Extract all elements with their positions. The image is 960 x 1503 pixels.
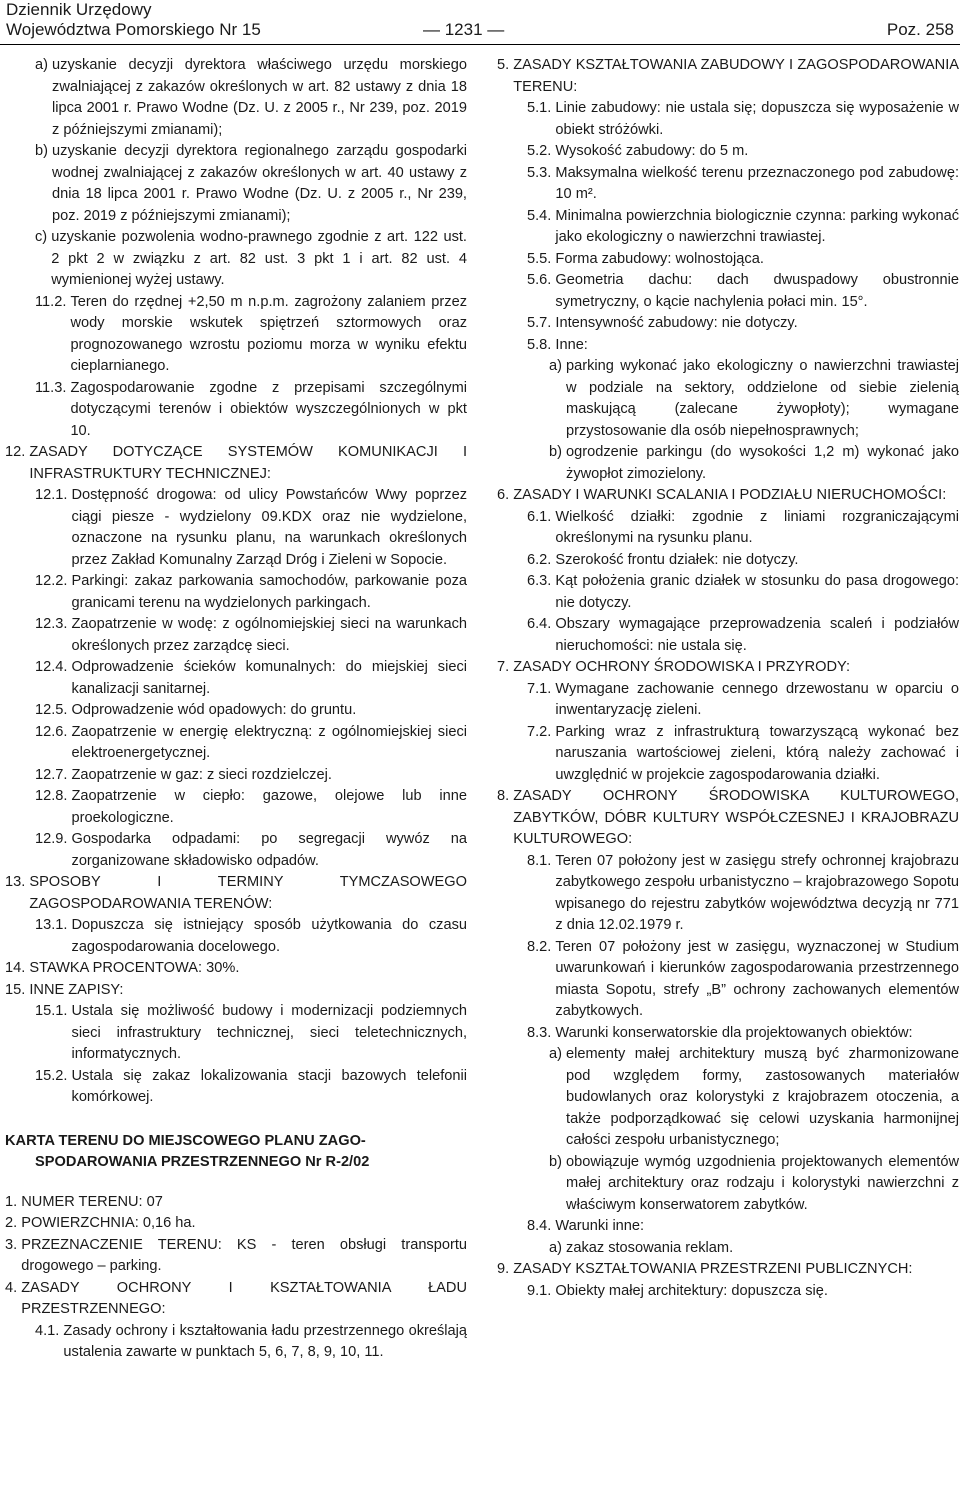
document-item: [5, 1001, 467, 1066]
journal-header: [6, 0, 261, 40]
item-number: 7.2.: [527, 723, 556, 740]
document-item: [5, 292, 467, 378]
item-number: 15.: [5, 981, 30, 998]
item-number: 12.6.: [35, 723, 72, 740]
item-text: Geometria dachu: dach dwuspadowy obustronnie symetryczny, o kącie nachylenia połaci min. 15°.: [555, 272, 959, 310]
item-number: 11.3.: [35, 379, 71, 396]
document-item: [5, 614, 467, 657]
item-number: 12.1.: [35, 487, 72, 503]
item-number: 12.8.: [35, 788, 72, 804]
document-item: [5, 1235, 467, 1278]
item-text: Parking wraz z infrastrukturą towarzyszącą wykonać bez naruszania wartościowej zieleni, którą należy zachować i uwzględnić w projekcie zagospodarowania działki.: [555, 723, 959, 783]
document-item: [5, 657, 467, 700]
position-number: Poz. 258: [886, 20, 954, 39]
item-number: 12.9.: [35, 831, 72, 847]
item-number: b): [35, 143, 53, 159]
item-number: 15.1.: [35, 1003, 72, 1019]
item-number: 3.: [5, 1236, 22, 1253]
item-number: a): [35, 57, 53, 73]
item-number: c): [35, 229, 52, 245]
item-number: 7.1.: [527, 680, 556, 697]
item-number: 8.2.: [527, 938, 556, 955]
item-number: 5.2.: [527, 143, 556, 159]
item-text: Zaopatrzenie w gaz: z sieci rozdzielczej.: [71, 766, 332, 783]
document-item: [497, 485, 959, 507]
document-item: [497, 335, 959, 357]
item-text: STAWKA PROCENTOWA: 30%.: [29, 960, 240, 976]
document-item: [497, 1259, 959, 1281]
document-item: [5, 722, 467, 765]
item-text: Odprowadzenie ścieków komunalnych: do miejskiej sieci kanalizacji sanitarnej.: [71, 659, 467, 697]
item-text: elementy małej architektury muszą być zharmonizowane pod względem formy, zastosowanych materiałów budowlanych oraz kolorystyki z krajobrazem otoczenia, a także podporządkować się celowi uzyskania harmonijnej całości zespołu urbanistycznego;: [566, 1046, 959, 1148]
item-number: 4.: [5, 1279, 22, 1296]
item-number: 12.: [5, 444, 30, 460]
item-text: SPOSOBY I TERMINY TYMCZASOWEGO ZAGOSPODAROWANIA TERENÓW:: [29, 874, 467, 912]
item-text: Intensywność zabudowy: nie dotyczy.: [555, 315, 798, 331]
card-title-line2: SPODAROWANIA PRZESTRZENNEGO Nr R-2/02: [35, 1154, 370, 1170]
document-item: [497, 614, 959, 657]
item-text: Zagospodarowanie zgodne z przepisami szczególnymi dotyczącymi terenów i obiektów wyszczególnionych w pkt 10.: [70, 379, 467, 439]
item-number: 12.5.: [35, 702, 72, 718]
item-number: 9.: [497, 1261, 514, 1277]
document-item: [497, 1152, 959, 1217]
document-item: [497, 722, 959, 787]
document-item: [5, 958, 467, 980]
item-text: NUMER TERENU: 07: [21, 1193, 163, 1210]
item-text: PRZEZNACZENIE TERENU: KS - teren obsługi transportu drogowego – parking.: [21, 1236, 467, 1274]
item-number: 4.1.: [35, 1322, 64, 1339]
document-item: [5, 1321, 467, 1364]
item-text: zakaz stosowania reklam.: [566, 1239, 734, 1256]
item-number: 12.2.: [35, 573, 72, 589]
document-item: [497, 1044, 959, 1152]
document-item: [497, 442, 959, 485]
document-item: [5, 786, 467, 829]
document-item: [497, 851, 959, 937]
item-text: Teren 07 położony jest w zasięgu, wyznaczonej w Studium uwarunkowań i kierunków zagospodarowania przestrzennego miasta Sopotu, strefy „B” ochrony zachowanych elementów zabytkowych.: [555, 938, 959, 1019]
document-item: [5, 141, 467, 227]
item-number: 8.3.: [527, 1024, 556, 1041]
item-text: Zaopatrzenie w ciepło: gazowe, olejowe lub inne proekologiczne.: [71, 788, 467, 826]
item-number: 5.3.: [527, 164, 556, 181]
item-number: 6.3.: [527, 573, 556, 589]
document-item: [5, 485, 467, 571]
document-item: [5, 571, 467, 614]
card-title-line1: KARTA TERENU DO MIEJSCOWEGO PLANU ZAGO-: [5, 1132, 366, 1149]
item-text: INNE ZAPISY:: [29, 981, 124, 998]
item-number: 12.7.: [35, 766, 72, 783]
item-text: Teren do rzędnej +2,50 m n.p.m. zagrożony zalaniem przez wody morskie wskutek spiętrzeń sztormowych oraz prognozowanego wzrostu poziomu morza w wyniku efektu cieplarnianego.: [70, 293, 467, 374]
document-item: [497, 270, 959, 313]
item-text: Gospodarka odpadami: po segregacji wywóz na zorganizowane składowisko odpadów.: [71, 831, 467, 869]
document-item: [5, 829, 467, 872]
document-item: [497, 786, 959, 851]
item-text: ZASADY DOTYCZĄCE SYSTEMÓW KOMUNIKACJI I INFRASTRUKTURY TECHNICZNEJ:: [29, 444, 467, 482]
item-text: Zasady ochrony i kształtowania ładu przestrzennego określają ustalenia zawarte w punktach 5, 6, 7, 8, 9, 10, 11.: [63, 1322, 467, 1360]
item-number: 12.3.: [35, 616, 72, 632]
document-item: [5, 1192, 467, 1214]
item-text: obowiązuje wymóg uzgodnienia projektowanych elementów małej architektury oraz rodzaju i kolorystyki nawierzchni z właściwym konserwatorem zabytków.: [566, 1153, 959, 1213]
header-divider: [0, 44, 960, 45]
item-number: a): [549, 358, 567, 374]
item-text: ogrodzenie parkingu (do wysokości 1,2 m) wykonać jako żywopłot zimozielony.: [566, 444, 959, 482]
document-item: [497, 249, 959, 271]
item-number: 7.: [497, 659, 514, 675]
item-number: 5.4.: [527, 207, 556, 224]
item-text: Parkingi: zakaz parkowania samochodów, parkowanie poza granicami terenu na wydzielonych parkingach.: [71, 573, 467, 611]
document-item: [497, 1023, 959, 1045]
document-item: [497, 679, 959, 722]
item-text: Zaopatrzenie w energię elektryczną: z ogólnomiejskiej sieci elektroenergetycznej.: [71, 723, 467, 761]
item-text: Forma zabudowy: wolnostojąca.: [555, 250, 764, 267]
item-text: Inne:: [555, 336, 588, 353]
journal-subtitle: Województwa Pomorskiego Nr 15: [6, 20, 261, 39]
item-number: a): [549, 1239, 567, 1256]
document-item: [5, 1066, 467, 1109]
item-text: Ustala się możliwość budowy i modernizacji podziemnych sieci infrastruktury technicznej, sieci teletechnicznych, informatycznych.: [71, 1003, 467, 1062]
item-text: ZASADY OCHRONY ŚRODOWISKA KULTUROWEGO, ZABYTKÓW, DÓBR KULTURY WSPÓŁCZESNEJ I KRAJOBRAZU KULTUROWEGO:: [513, 788, 959, 847]
document-item: [497, 206, 959, 249]
document-item: [497, 356, 959, 442]
document-item: [497, 313, 959, 335]
item-number: 15.2.: [35, 1067, 72, 1084]
document-item: [5, 980, 467, 1002]
left-list: [5, 55, 467, 1109]
item-number: 6.1.: [527, 508, 556, 525]
item-text: Dostępność drogowa: od ulicy Powstańców Wwy poprzez ciągi piesze - wydzielony 09.KDX oraz nie wydzielone, oznaczone na rysunku planu, na warunkach określonych przez Zakład Komunalny Zarząd Dróg i Zieleni w Sopocie.: [71, 487, 467, 568]
item-number: 2.: [5, 1215, 22, 1231]
document-item: [497, 571, 959, 614]
item-text: ZASADY OCHRONY I KSZTAŁTOWANIA ŁADU PRZESTRZENNEGO:: [21, 1279, 467, 1317]
item-text: Warunki konserwatorskie dla projektowanych obiektów:: [555, 1024, 913, 1041]
item-number: 12.4.: [35, 659, 72, 675]
item-number: 5.6.: [527, 272, 556, 288]
item-text: ZASADY KSZTAŁTOWANIA ZABUDOWY I ZAGOSPODAROWANIA TERENU:: [513, 57, 959, 95]
item-text: Kąt położenia granic działek w stosunku do pasa drogowego: nie dotyczy.: [555, 573, 959, 611]
document-item: [497, 550, 959, 572]
item-text: uzyskanie decyzji dyrektora właściwego urzędu morskiego zwalniającej z zakazów określonych w art. 82 ustawy z dnia 18 lipca 2001 r. Prawo Wodne (Dz. U. z 2005 r., Nr 239, poz. 2019 z późniejszymi zmianami);: [52, 57, 467, 138]
item-number: 6.2.: [527, 551, 556, 568]
item-text: Wielkość działki: zgodnie z liniami rozgraniczającymi określonymi na rysunku planu.: [555, 508, 959, 546]
item-number: 5.7.: [527, 315, 556, 331]
right-column: [497, 55, 959, 1302]
item-text: Wysokość zabudowy: do 5 m.: [555, 143, 749, 159]
document-item: [497, 141, 959, 163]
document-item: [497, 1238, 959, 1260]
item-text: ZASADY I WARUNKI SCALANIA I PODZIAŁU NIERUCHOMOŚCI:: [513, 487, 947, 503]
page-number: — 1231 —: [423, 20, 505, 39]
item-number: 6.4.: [527, 616, 556, 632]
item-number: b): [549, 444, 567, 460]
item-number: 8.4.: [527, 1218, 556, 1234]
document-item: [5, 227, 467, 292]
item-number: 5.1.: [527, 100, 556, 116]
item-number: b): [549, 1153, 567, 1170]
item-number: a): [549, 1046, 567, 1062]
item-text: ZASADY OCHRONY ŚRODOWISKA I PRZYRODY:: [513, 659, 851, 675]
item-number: 14.: [5, 960, 30, 976]
item-text: Ustala się zakaz lokalizowania stacji bazowych telefonii komórkowej.: [71, 1067, 467, 1105]
document-item: [5, 1278, 467, 1321]
item-text: Szerokość frontu działek: nie dotyczy.: [555, 551, 799, 568]
document-item: [5, 915, 467, 958]
item-number: 5.: [497, 57, 514, 73]
document-item: [497, 55, 959, 98]
right-list: [497, 55, 959, 1302]
item-text: Obszary wymagające przeprowadzenia scaleń i podziałów nieruchomości: nie ustala się.: [555, 616, 959, 654]
item-text: Odprowadzenie wód opadowych: do gruntu.: [71, 702, 357, 718]
item-number: 5.8.: [527, 336, 556, 353]
document-item: [5, 1213, 467, 1235]
card-title: [5, 1131, 467, 1174]
item-text: Warunki inne:: [555, 1218, 645, 1234]
journal-title: Dziennik Urzędowy: [6, 0, 152, 19]
document-item: [5, 872, 467, 915]
item-text: Obiekty małej architektury: dopuszcza się.: [555, 1282, 828, 1299]
document-item: [5, 55, 467, 141]
item-text: uzyskanie decyzji dyrektora regionalnego zarządu gospodarki wodnej zwalniającej z zakazów określonych w art. 40 ustawy z dnia 18 lipca 2001 r. Prawo Wodne (Dz. U. z 2005 r., Nr 239, poz. 2019 z późniejszymi zmianami);: [52, 143, 467, 224]
document-item: [497, 1281, 959, 1303]
left-list-after-title: [5, 1192, 467, 1364]
left-column: [5, 55, 467, 1364]
item-text: Teren 07 położony jest w zasięgu strefy ochronnej krajobrazu zabytkowego zespołu urbanistyczno – krajobrazowego Sopotu wpisanego do rejestru zabytków województwa decyzją nr 771 z dnia 12.02.1979 r.: [555, 852, 959, 933]
document-item: [5, 378, 467, 443]
item-number: 8.1.: [527, 852, 556, 869]
document-item: [497, 98, 959, 141]
item-number: 9.1.: [527, 1282, 556, 1299]
item-number: 6.: [497, 487, 514, 503]
item-text: parking wykonać jako ekologiczny o nawierzchni trawiastej w podziale na sektory, oddzielone od siebie zielenią maskującą (zalecane żywopłoty); wymagane przystosowanie dla osób niepełnosprawnych;: [566, 358, 959, 439]
item-text: uzyskanie pozwolenia wodno-prawnego zgodnie z art. 122 ust. 2 pkt 2 w związku z art. 82 ust. 3 pkt 1 i art. 82 ust. 4 wymienionej wyżej ustawy.: [51, 229, 467, 288]
item-number: 13.1.: [35, 917, 72, 933]
item-text: POWIERZCHNIA: 0,16 ha.: [21, 1215, 196, 1231]
item-number: 11.2.: [35, 293, 71, 310]
item-text: Minimalna powierzchnia biologicznie czynna: parking wykonać jako ekologiczny o nawierzchni trawiastej.: [555, 207, 959, 245]
document-item: [497, 937, 959, 1023]
item-number: 8.: [497, 788, 514, 804]
item-text: Zaopatrzenie w wodę: z ogólnomiejskiej sieci na warunkach określonych przez zarządcę sieci.: [71, 616, 467, 654]
item-text: Linie zabudowy: nie ustala się; dopuszcza się wyposażenie w obiekt stróżówki.: [555, 100, 959, 138]
document-item: [5, 700, 467, 722]
document-item: [497, 1216, 959, 1238]
item-text: ZASADY KSZTAŁTOWANIA PRZESTRZENI PUBLICZNYCH:: [513, 1261, 913, 1277]
document-item: [497, 163, 959, 206]
document-item: [497, 507, 959, 550]
document-item: [5, 442, 467, 485]
document-item: [497, 657, 959, 679]
item-number: 13.: [5, 874, 30, 890]
item-number: 5.5.: [527, 250, 556, 267]
item-text: Maksymalna wielkość terenu przeznaczonego pod zabudowę: 10 m².: [555, 164, 959, 202]
item-number: 1.: [5, 1193, 22, 1210]
document-item: [5, 765, 467, 787]
item-text: Dopuszcza się istniejący sposób użytkowania do czasu zagospodarowania docelowego.: [71, 917, 467, 955]
item-text: Wymagane zachowanie cennego drzewostanu w oparciu o inwentaryzację zieleni.: [555, 680, 959, 718]
